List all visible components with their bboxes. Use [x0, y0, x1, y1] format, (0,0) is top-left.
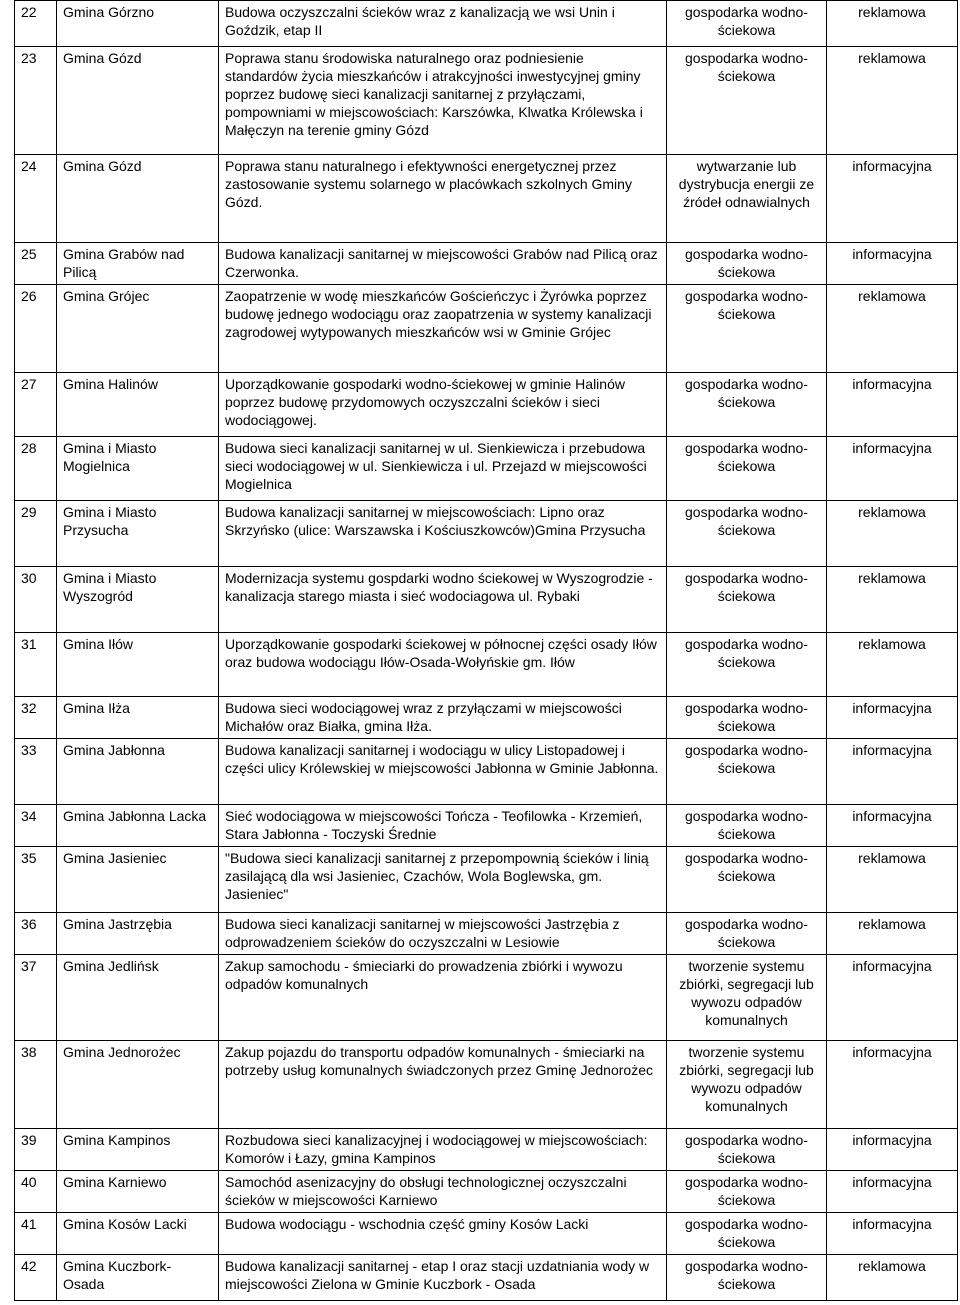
- project-category: gospodarka wodno-ściekowa: [667, 739, 827, 805]
- board-type: informacyjna: [827, 1171, 958, 1213]
- municipality-name: Gmina Iłów: [57, 633, 219, 697]
- row-number: 39: [15, 1129, 57, 1171]
- table-row: [15, 567, 958, 633]
- board-type: informacyjna: [827, 437, 958, 501]
- project-category: gospodarka wodno-ściekowa: [667, 373, 827, 437]
- project-title: Uporządkowanie gospodarki wodno-ściekowej w gminie Halinów poprzez budowę przydomowych oczyszczalni ścieków i sieci wodociągowej.: [219, 373, 667, 437]
- project-title: Budowa sieci kanalizacji sanitarnej w miejscowości Jastrzębia z odprowadzeniem ścieków do oczyszczalni w Lesiowie: [219, 913, 667, 955]
- municipality-name: Gmina Górzno: [57, 1, 219, 47]
- board-type: reklamowa: [827, 633, 958, 697]
- board-type: reklamowa: [827, 501, 958, 567]
- row-number: 22: [15, 1, 57, 47]
- table-row: [15, 437, 958, 501]
- municipality-name: Gmina Grójec: [57, 285, 219, 373]
- table-row: [15, 1, 958, 47]
- row-number: 30: [15, 567, 57, 633]
- project-title: Zaopatrzenie w wodę mieszkańców Gościeńczyc i Żyrówka poprzez budowę jednego wodociągu oraz zaopatrzenia w systemy kanalizacji zagrodowej wytypowanych mieszkańców wsi w Gminie Grójec: [219, 285, 667, 373]
- project-category: gospodarka wodno-ściekowa: [667, 697, 827, 739]
- municipality-name: Gmina Iłża: [57, 697, 219, 739]
- municipality-name: Gmina i Miasto Wyszogród: [57, 567, 219, 633]
- board-type: reklamowa: [827, 285, 958, 373]
- table-body: [15, 1, 958, 1301]
- row-number: 42: [15, 1255, 57, 1301]
- board-type: informacyjna: [827, 1129, 958, 1171]
- board-type: reklamowa: [827, 1, 958, 47]
- row-number: 33: [15, 739, 57, 805]
- project-category: gospodarka wodno-ściekowa: [667, 501, 827, 567]
- table-row: [15, 285, 958, 373]
- board-type: informacyjna: [827, 739, 958, 805]
- row-number: 27: [15, 373, 57, 437]
- project-category: gospodarka wodno-ściekowa: [667, 243, 827, 285]
- project-title: Poprawa stanu środowiska naturalnego oraz podniesienie standardów życia mieszkańców i atrakcyjności inwestycyjnej gminy poprzez budowę sieci kanalizacji sanitarnej z przyłączami, pompowniami w miejscowościach: Karszówka, Klwatka Królewska i Małęczyn na terenie gminy Gózd: [219, 47, 667, 155]
- row-number: 32: [15, 697, 57, 739]
- project-category: gospodarka wodno-ściekowa: [667, 1129, 827, 1171]
- project-title: "Budowa sieci kanalizacji sanitarnej z przepompownią ścieków i linią zasilającą dla wsi Jasieniec, Czachów, Wola Boglewska, gm. Jasieniec": [219, 847, 667, 913]
- table-row: [15, 697, 958, 739]
- project-category: gospodarka wodno-ściekowa: [667, 1171, 827, 1213]
- board-type: reklamowa: [827, 567, 958, 633]
- project-title: Zakup samochodu - śmieciarki do prowadzenia zbiórki i wywozu odpadów komunalnych: [219, 955, 667, 1041]
- table-row: [15, 47, 958, 155]
- row-number: 38: [15, 1041, 57, 1129]
- board-type: reklamowa: [827, 913, 958, 955]
- municipality-name: Gmina Jabłonna Lacka: [57, 805, 219, 847]
- table-row: [15, 1255, 958, 1301]
- municipality-name: Gmina Kuczbork-Osada: [57, 1255, 219, 1301]
- row-number: 26: [15, 285, 57, 373]
- municipality-name: Gmina i Miasto Mogielnica: [57, 437, 219, 501]
- municipality-name: Gmina Jednorożec: [57, 1041, 219, 1129]
- row-number: 41: [15, 1213, 57, 1255]
- municipality-name: Gmina Grabów nad Pilicą: [57, 243, 219, 285]
- project-title: Budowa kanalizacji sanitarnej w miejscowości Grabów nad Pilicą oraz Czerwonka.: [219, 243, 667, 285]
- board-type: reklamowa: [827, 47, 958, 155]
- project-category: wytwarzanie lub dystrybucja energii ze źródeł odnawialnych: [667, 155, 827, 243]
- table-row: [15, 913, 958, 955]
- project-category: gospodarka wodno-ściekowa: [667, 285, 827, 373]
- row-number: 35: [15, 847, 57, 913]
- project-category: gospodarka wodno-ściekowa: [667, 1213, 827, 1255]
- project-title: Sieć wodociągowa w miejscowości Tończa - Teofilowka - Krzemień, Stara Jabłonna - Toczyski Średnie: [219, 805, 667, 847]
- municipality-name: Gmina Gózd: [57, 47, 219, 155]
- project-category: gospodarka wodno-ściekowa: [667, 633, 827, 697]
- board-type: reklamowa: [827, 847, 958, 913]
- project-category: gospodarka wodno-ściekowa: [667, 567, 827, 633]
- board-type: informacyjna: [827, 1041, 958, 1129]
- table-row: [15, 805, 958, 847]
- project-title: Modernizacja systemu gospdarki wodno ściekowej w Wyszogrodzie - kanalizacja starego miasta i sieć wodociagowa ul. Rybaki: [219, 567, 667, 633]
- project-category: gospodarka wodno-ściekowa: [667, 1, 827, 47]
- table-row: [15, 847, 958, 913]
- project-category: gospodarka wodno-ściekowa: [667, 437, 827, 501]
- municipality-name: Gmina Kosów Lacki: [57, 1213, 219, 1255]
- table-row: [15, 501, 958, 567]
- row-number: 36: [15, 913, 57, 955]
- table-row: [15, 1213, 958, 1255]
- table-row: [15, 1171, 958, 1213]
- project-category: gospodarka wodno-ściekowa: [667, 913, 827, 955]
- row-number: 31: [15, 633, 57, 697]
- municipality-name: Gmina Kampinos: [57, 1129, 219, 1171]
- project-title: Budowa wodociągu - wschodnia część gminy Kosów Lacki: [219, 1213, 667, 1255]
- municipality-name: Gmina Jasieniec: [57, 847, 219, 913]
- projects-table: [14, 0, 958, 1301]
- row-number: 25: [15, 243, 57, 285]
- project-title: Zakup pojazdu do transportu odpadów komunalnych - śmieciarki na potrzeby usług komunalnych świadczonych przez Gminę Jednorożec: [219, 1041, 667, 1129]
- project-title: Budowa kanalizacji sanitarnej - etap I oraz stacji uzdatniania wody w miejscowości Zielona w Gminie Kuczbork - Osada: [219, 1255, 667, 1301]
- table-row: [15, 243, 958, 285]
- table-row: [15, 739, 958, 805]
- board-type: informacyjna: [827, 155, 958, 243]
- row-number: 37: [15, 955, 57, 1041]
- project-category: gospodarka wodno-ściekowa: [667, 805, 827, 847]
- municipality-name: Gmina Karniewo: [57, 1171, 219, 1213]
- municipality-name: Gmina i Miasto Przysucha: [57, 501, 219, 567]
- row-number: 40: [15, 1171, 57, 1213]
- municipality-name: Gmina Jabłonna: [57, 739, 219, 805]
- row-number: 28: [15, 437, 57, 501]
- project-title: Budowa sieci kanalizacji sanitarnej w ul. Sienkiewicza i przebudowa sieci wodociągowej w ul. Sienkiewicza i ul. Przejazd w miejscowości Mogielnica: [219, 437, 667, 501]
- board-type: informacyjna: [827, 373, 958, 437]
- project-title: Budowa oczyszczalni ścieków wraz z kanalizacją we wsi Unin i Goździk, etap II: [219, 1, 667, 47]
- municipality-name: Gmina Jastrzębia: [57, 913, 219, 955]
- project-title: Budowa kanalizacji sanitarnej w miejscowościach: Lipno oraz Skrzyńsko (ulice: Warszawska i Kościuszkowców)Gmina Przysucha: [219, 501, 667, 567]
- row-number: 24: [15, 155, 57, 243]
- project-category: tworzenie systemu zbiórki, segregacji lub wywozu odpadów komunalnych: [667, 1041, 827, 1129]
- project-category: gospodarka wodno-ściekowa: [667, 847, 827, 913]
- table-row: [15, 155, 958, 243]
- project-title: Rozbudowa sieci kanalizacyjnej i wodociągowej w miejscowościach: Komorów i Łazy, gmina Kampinos: [219, 1129, 667, 1171]
- table-row: [15, 1129, 958, 1171]
- table-row: [15, 373, 958, 437]
- project-category: gospodarka wodno-ściekowa: [667, 47, 827, 155]
- board-type: informacyjna: [827, 955, 958, 1041]
- row-number: 34: [15, 805, 57, 847]
- municipality-name: Gmina Jedlińsk: [57, 955, 219, 1041]
- project-title: Poprawa stanu naturalnego i efektywności energetycznej przez zastosowanie systemu solarnego w placówkach szkolnych Gminy Gózd.: [219, 155, 667, 243]
- board-type: informacyjna: [827, 805, 958, 847]
- table-row: [15, 955, 958, 1041]
- project-category: gospodarka wodno-ściekowa: [667, 1255, 827, 1301]
- row-number: 23: [15, 47, 57, 155]
- board-type: reklamowa: [827, 1255, 958, 1301]
- board-type: informacyjna: [827, 243, 958, 285]
- table-row: [15, 633, 958, 697]
- municipality-name: Gmina Halinów: [57, 373, 219, 437]
- row-number: 29: [15, 501, 57, 567]
- municipality-name: Gmina Gózd: [57, 155, 219, 243]
- board-type: informacyjna: [827, 697, 958, 739]
- table-row: [15, 1041, 958, 1129]
- board-type: informacyjna: [827, 1213, 958, 1255]
- project-title: Uporządkowanie gospodarki ściekowej w północnej części osady Iłów oraz budowa wodociągu Iłów-Osada-Wołyńskie gm. Iłów: [219, 633, 667, 697]
- project-title: Samochód asenizacyjny do obsługi technologicznej oczyszczalni ścieków w miejscowości Karniewo: [219, 1171, 667, 1213]
- project-title: Budowa sieci wodociągowej wraz z przyłączami w miejscowości Michałów oraz Białka, gmina Iłża.: [219, 697, 667, 739]
- project-title: Budowa kanalizacji sanitarnej i wodociągu w ulicy Listopadowej i części ulicy Królewskiej w miejscowości Jabłonna w Gminie Jabłonna.: [219, 739, 667, 805]
- project-category: tworzenie systemu zbiórki, segregacji lub wywozu odpadów komunalnych: [667, 955, 827, 1041]
